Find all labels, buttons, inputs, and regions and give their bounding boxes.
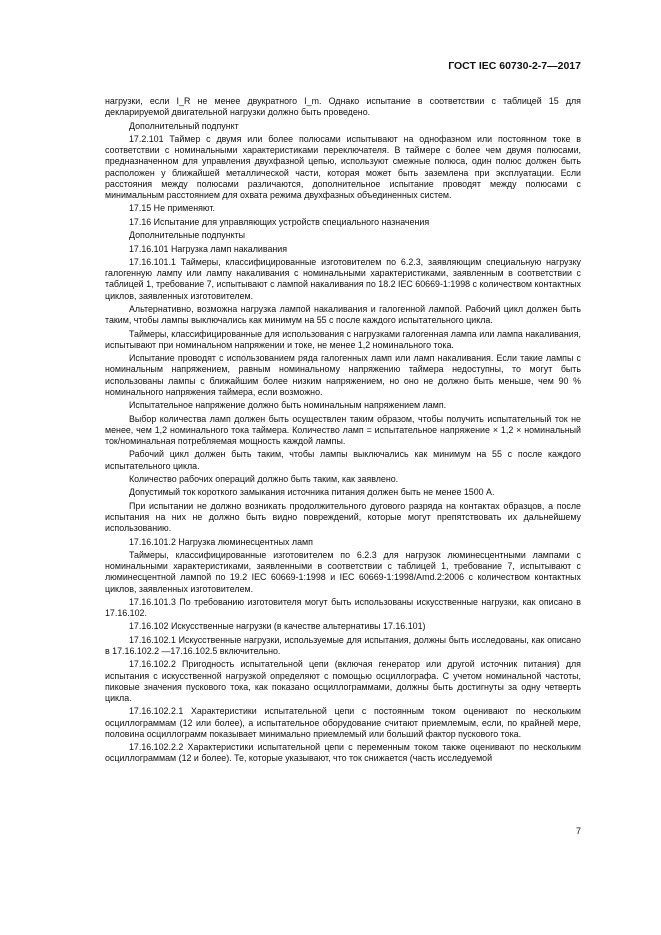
standard-header: ГОСТ IEC 60730-2-7—2017 [448, 60, 581, 72]
paragraph: 17.16.101.2 Нагрузка люминесцентных ламп [129, 536, 313, 547]
paragraph: Таймеры, классифицированные для использования с нагрузками галогенная лампа или лампа накаливания, испытывают при номинальном напряжении и токе, не менее 1,2 номинального тока. [105, 328, 581, 350]
paragraph: 17.16.102.2.2 Характеристики испытательной цепи с переменным током также оценивают по нескольким осциллограммам (12 и более). Те, которые указывают, что ток снижается (часть исследуемой [105, 742, 581, 764]
paragraph: Испытание проводят с использованием ряда галогенных ламп или ламп накаливания. Если такие лампы с номинальным напряжением, равным номинальному напряжению таймера недоступны, то могут быть использованы лампы с ближайшим более низким напряжением, но оно не должно быть меньше, чем 90 % номинального напряжения таймера, если возможно. [105, 353, 581, 397]
paragraph: 17.15 Не применяют. [129, 203, 215, 214]
paragraph: Дополнительные подпункты [129, 230, 246, 241]
paragraph: Испытательное напряжение должно быть номинальным напряжением ламп. [129, 400, 447, 411]
paragraph: Альтернативно, возможна нагрузка лампой накаливания и галогенной лампой. Рабочий цикл должен быть таким, чтобы лампы выключались как минимум на 55 с после каждого испытательного цикла. [105, 303, 581, 326]
paragraph: Рабочий цикл должен быть таким, чтобы лампы выключались как минимум на 55 с после каждого испытательного цикла. [105, 449, 581, 471]
paragraph: При испытании не должно возникать продолжительного дугового разряда на контактах образцов, а после испытания на них не должно быть видно повреждений, которые могут препятствовать их дальнейшему использованию. [105, 500, 581, 534]
paragraph: 17.16.101.3 По требованию изготовителя могут быть использованы искусственные нагрузки, как описано в 17.16.102. [105, 596, 581, 619]
paragraph: Дополнительный подпункт [129, 120, 239, 131]
paragraph: 17.2.101 Таймер с двумя или более полюсами испытывают на однофазном или постоянном токе в соответствии с номинальными характеристиками переключателя. В таймере с более чем двумя полюсами, предназначенном для управления двухфазной цепью, используют смежные полюса, один полюс должен быть расположен у ближайшей металлической части, которая может быть заземлена при эксплуатации. Если расстояния между полюсами различаются, дополнительное испытание проводят между полюсами с минимальным расстоянием для охвата режима двухфазных объединенных систем. [105, 133, 581, 200]
paragraph: 17.16.101 Нагрузка ламп накаливания [129, 243, 288, 254]
paragraph: 17.16.102.1 Искусственные нагрузки, используемые для испытания, должны быть исследованы, как описано в 17.16.102.2 —17.16.102.5 включительно. [105, 634, 581, 657]
paragraph: 17.16.101.1 Таймеры, классифицированные изготовителем по 6.2.3, заявляющим специальную нагрузку галогенную лампу или лампу накаливания с номинальными характеристиками, заявленным в соответствии с таблицей 1, требование 7, испытывают с лампой накаливания по 18.2 IEC 60669-1:1998 с количеством контактных циклов, заявленных изготовителем. [105, 256, 581, 301]
paragraph: 17.16 Испытание для управляющих устройств специального назначения [129, 216, 430, 227]
paragraph: 17.16.102.2.1 Характеристики испытательной цепи с постоянным током оценивают по нескольким осциллограммам (12 или более), а испытательное оборудование считают приемлемым, если, по крайней мере, половина осциллограмм показывает минимально приемлемый или больший фактор пускового тока. [105, 706, 581, 739]
page-number: 7 [575, 826, 581, 836]
paragraph: Выбор количества ламп должен быть осуществлен таким образом, чтобы получить испытательный ток не менее, чем 1,2 номинального тока таймера. Количество ламп = испытательное напряжение × 1,2 × номинальный ток/номинальная потребляемая мощность каждой лампы. [105, 413, 581, 446]
paragraph: нагрузки, если I_R не менее двукратного I_m. Однако испытание в соответствии с таблицей 15 для декларируемой двигательной нагрузки должно быть проведено. [105, 96, 581, 118]
paragraph: Таймеры, классифицированные изготовителем по 6.2.3 для нагрузок люминесцентными лампами с номинальными характеристиками, заявленными в соответствии с таблицей 1, требование 7, испытывают с люминесцентной лампой по 19.2 IEC 60669-1:1998 и IEC 60669-1:1998/Amd.2:2006 с количеством контактных циклов, заявленных изготовителем. [105, 549, 581, 594]
paragraph: 17.16.102 Искусственные нагрузки (в качестве альтернативы 17.16.101) [129, 621, 426, 632]
paragraph: Допустимый ток короткого замыкания источника питания должен быть не менее 1500 А. [129, 487, 495, 498]
body-text [105, 96, 581, 767]
paragraph: 17.16.102.2 Пригодность испытательной цепи (включая генератор или другой источник питания) для испытания с искусственной нагрузкой определяют с помощью осциллографа. С учетом номинальной частоты, пиковые значения пускового тока, как показано осциллограммами, должны быть достигнуты за одну четверть цикла. [105, 659, 581, 704]
paragraph: Количество рабочих операций должно быть таким, как заявлено. [129, 473, 399, 484]
